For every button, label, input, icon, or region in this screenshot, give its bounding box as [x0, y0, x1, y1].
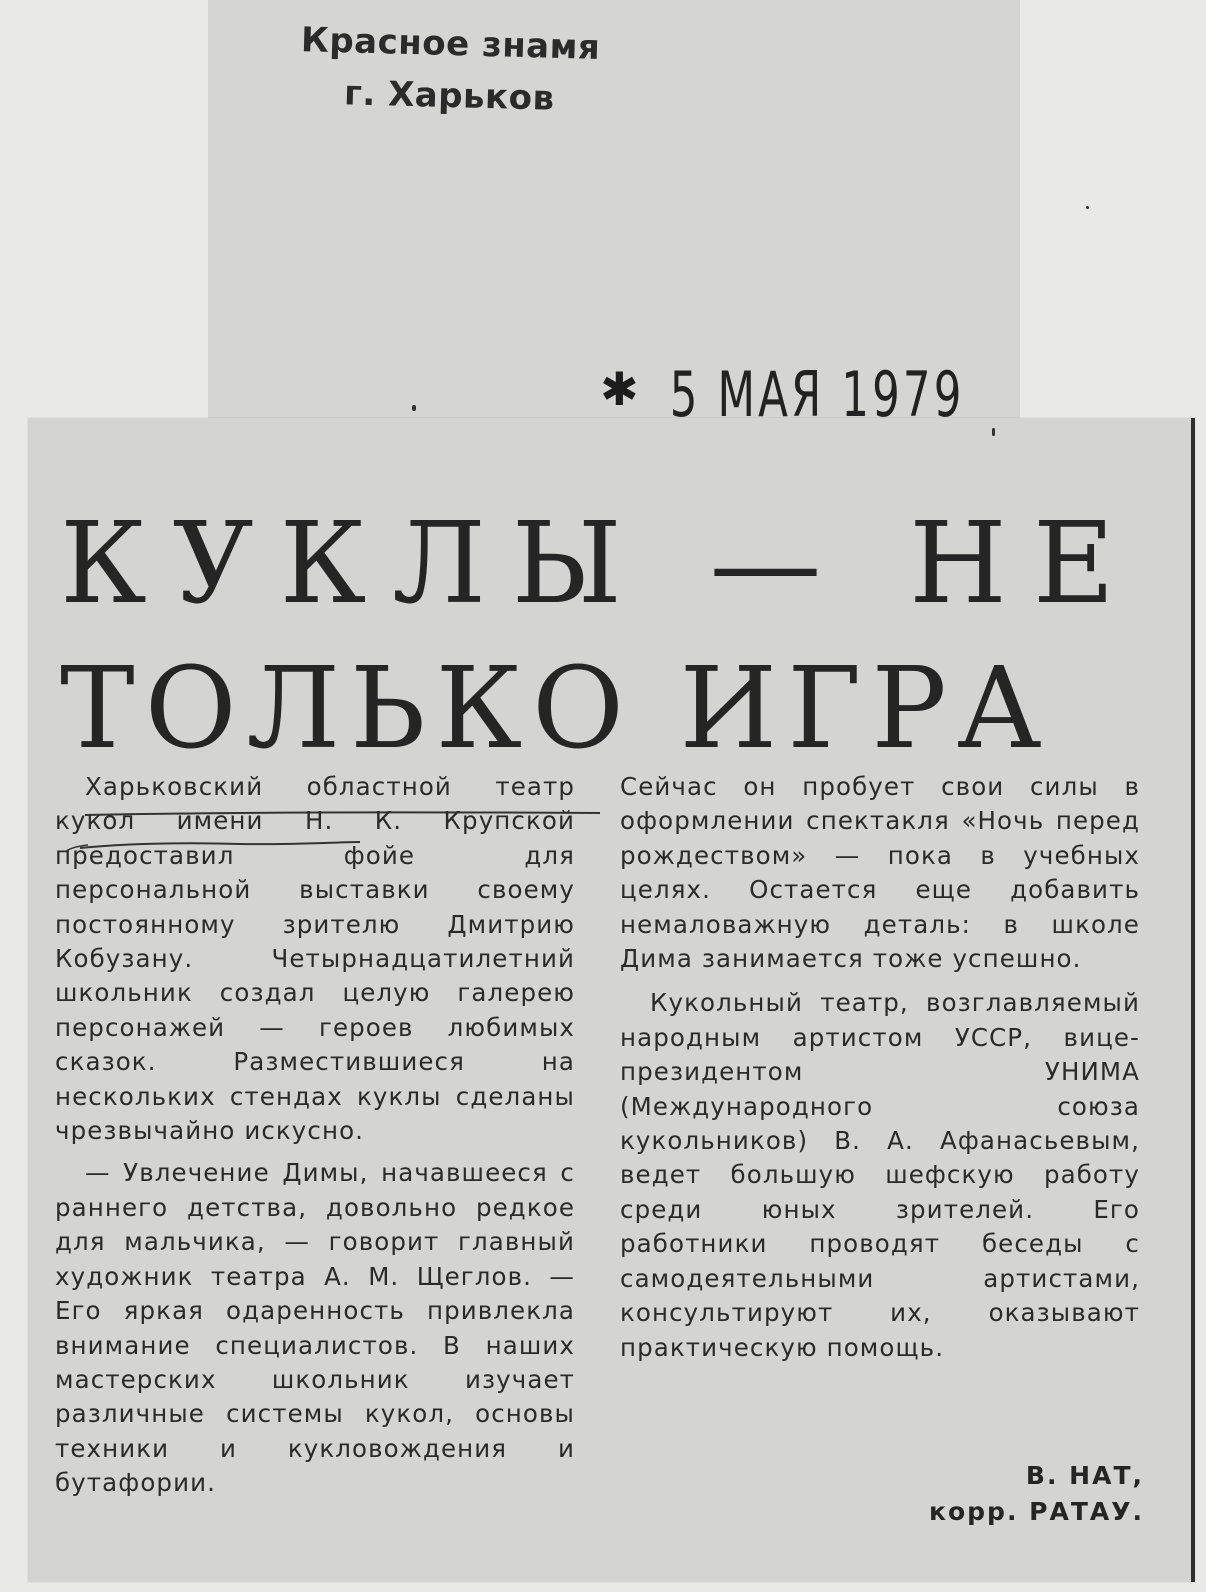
article-headline [60, 492, 1140, 782]
article-column-left [55, 770, 575, 1501]
article-paragraph: Сейчас он пробует свои силы в оформлении спектакля «Ночь перед рождеством» — пока в учебных целях. Остается еще добавить немаловажную деталь: в школе Дима занимается тоже успешно. [620, 772, 1140, 974]
signature-author: В. НАТ, [1025, 1461, 1144, 1490]
article-paragraph: — Увлечение Димы, начавшееся с раннего детства, довольно редкое для мальчика, — говорит главный художник театра А. М. Щеглов. — Его яркая одаренность привлекла внимание специалистов. В наших мастерских школьник изучает различные системы кукол, основы техники и кукловождения и бутафории. [55, 1158, 575, 1498]
date-stamp-text: 5 МАЯ 1979 [669, 358, 965, 431]
print-speck [1086, 206, 1089, 209]
article-paragraph: Кукольный театр, возглавляемый народным артистом УССР, вице-президентом УНИМА (Международного союза кукольников) В. А. Афанасьевым, ведет большую шефскую работу среди юных зрителей. Его работники проводят беседы с самодеятельными артистами, консультируют их, оказывают практическую помощь. [620, 988, 1140, 1362]
date-stamp [598, 358, 965, 450]
print-speck [992, 428, 995, 436]
print-speck [412, 405, 416, 411]
source-stamp-line2: г. Харьков [343, 73, 556, 119]
signature-role: корр. РАТАУ. [929, 1497, 1144, 1526]
source-stamp-line1: Красное знамя [300, 20, 601, 68]
article-signature [929, 1458, 1144, 1530]
headline-line2: ТОЛЬКО ИГРА [60, 644, 1052, 774]
star-stamp-icon: ✱ [600, 362, 639, 416]
newspaper-source-stamp [239, 13, 662, 128]
article-column-right [620, 770, 1140, 1365]
article-paragraph: Харьковский областной театр кукол имени Н. К. Крупской предоставил фойе для персональной выставки своему постоянному зрителю Дмитрию Кобузану. Четырнадцатилетний школьник создал целую галерею персонажей — героев любимых сказок. Разместившиеся на нескольких стендах куклы сделаны чрезвычайно искусно. [55, 772, 575, 1146]
headline-line1: КУКЛЫ — НЕ [60, 499, 1141, 629]
